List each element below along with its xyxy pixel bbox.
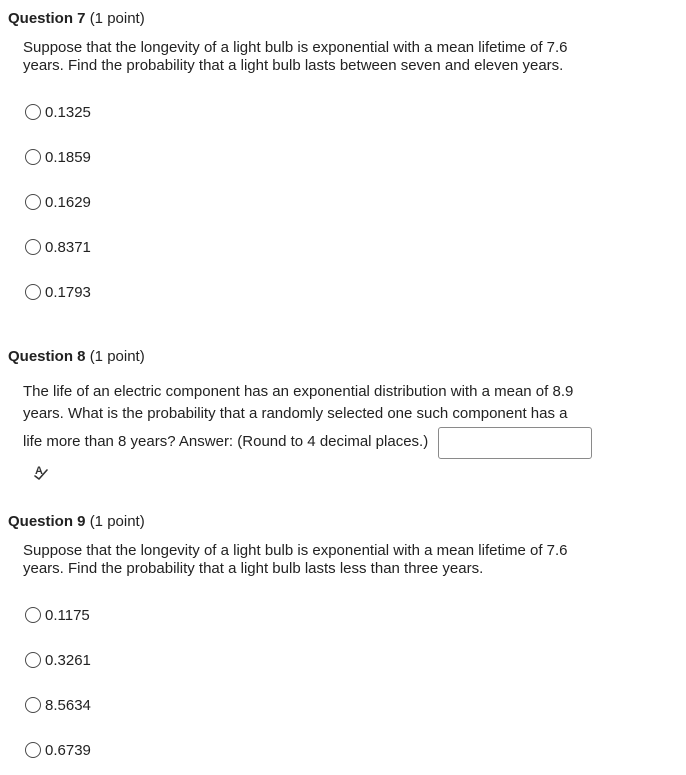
option-label: 0.1325 xyxy=(45,103,91,121)
question-9-line-2: years. Find the probability that a light bulb lasts less than three years. xyxy=(23,560,484,577)
option-label: 0.3261 xyxy=(45,651,91,669)
option-label: 0.1175 xyxy=(45,606,90,624)
question-8-line-2: years. What is the probability that a randomly selected one such component has a xyxy=(23,405,568,422)
option-label: 8.5634 xyxy=(45,696,91,714)
question-7-label: Question 7 xyxy=(8,10,86,27)
question-9-line-1: Suppose that the longevity of a light bulb is exponential with a mean lifetime of 7.6 xyxy=(23,542,568,559)
q7-option-5[interactable] xyxy=(25,282,91,302)
answer-input[interactable] xyxy=(438,427,592,459)
question-7-points: (1 point) xyxy=(89,10,145,27)
radio-button[interactable] xyxy=(25,149,41,165)
q9-option-1[interactable] xyxy=(25,605,90,625)
question-8-points: (1 point) xyxy=(89,348,145,365)
question-8-line-1: The life of an electric component has an exponential distribution with a mean of 8.9 xyxy=(23,383,574,400)
radio-button[interactable] xyxy=(25,239,41,255)
radio-button[interactable] xyxy=(25,742,41,758)
radio-button[interactable] xyxy=(25,194,41,210)
question-7-title xyxy=(8,10,145,27)
radio-button[interactable] xyxy=(25,607,41,623)
q9-option-4[interactable] xyxy=(25,740,91,760)
radio-button[interactable] xyxy=(25,284,41,300)
q7-option-4[interactable] xyxy=(25,237,91,257)
q9-option-3[interactable] xyxy=(25,695,91,715)
q7-option-3[interactable] xyxy=(25,192,91,212)
option-label: 0.1859 xyxy=(45,148,91,166)
question-9-title xyxy=(8,513,145,530)
question-7-line-1: Suppose that the longevity of a light bulb is exponential with a mean lifetime of 7.6 xyxy=(23,39,568,56)
option-label: 0.1629 xyxy=(45,193,91,211)
question-9-label: Question 9 xyxy=(8,513,86,530)
option-label: 0.1793 xyxy=(45,283,91,301)
radio-button[interactable] xyxy=(25,104,41,120)
radio-button[interactable] xyxy=(25,652,41,668)
question-8-label: Question 8 xyxy=(8,348,86,365)
question-9-points: (1 point) xyxy=(89,513,145,530)
q7-option-2[interactable] xyxy=(25,147,91,167)
option-label: 0.8371 xyxy=(45,238,91,256)
radio-button[interactable] xyxy=(25,697,41,713)
question-7-line-2: years. Find the probability that a light bulb lasts between seven and eleven years. xyxy=(23,57,564,74)
spellcheck-icon[interactable] xyxy=(32,463,50,481)
question-7-text xyxy=(23,39,623,75)
question-9-text xyxy=(23,542,623,578)
question-8-line-3: life more than 8 years? Answer: (Round to 4 decimal places.) xyxy=(23,433,429,450)
q9-option-2[interactable] xyxy=(25,650,91,670)
svg-text:A: A xyxy=(35,465,43,477)
question-8-title xyxy=(8,348,145,365)
option-label: 0.6739 xyxy=(45,741,91,759)
q7-option-1[interactable] xyxy=(25,102,91,122)
